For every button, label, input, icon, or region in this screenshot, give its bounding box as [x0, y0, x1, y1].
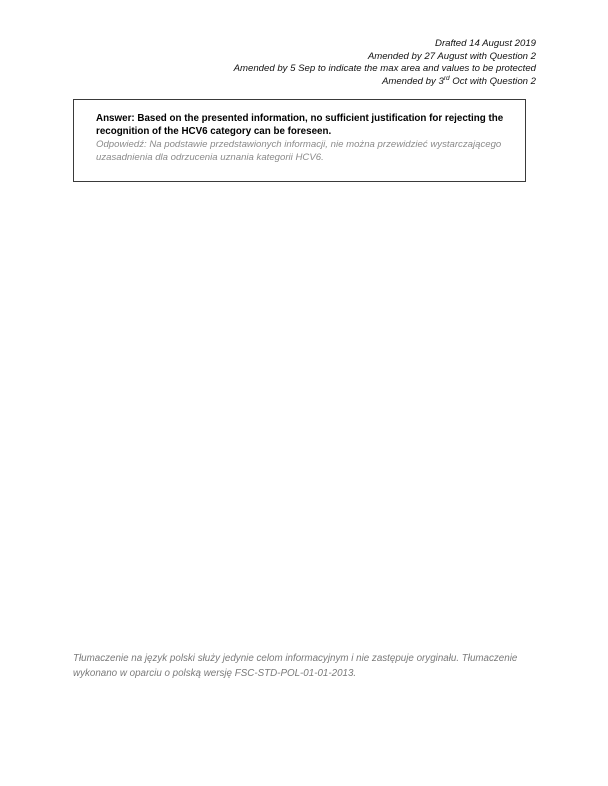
drafted-date: Drafted 14 August 2019 [435, 38, 536, 49]
amendment-3-ordinal: rd [443, 74, 450, 82]
answer-box [73, 99, 526, 182]
translation-disclaimer: Tłumaczenie na język polski służy jedynie celom informacyjnym i nie zastępuje oryginału. Tłumaczenie wykonano w oparciu o polską wersję FSC-STD-POL-01-01-2013. [73, 653, 518, 679]
amendment-3 [116, 76, 536, 89]
answer-polish: Odpowiedź: Na podstawie przedstawionych informacji, nie można przewidzieć wystarczającego uzasadnienia dla odrzucenia uznania kategorii HCV6. [96, 139, 502, 163]
amendment-1: Amended by 27 August with Question 2 [367, 50, 536, 62]
revision-history [116, 38, 536, 88]
amendment-3-prefix: Amended by 3 [381, 75, 444, 87]
amendment-3-suffix: Oct with Question 2 [449, 75, 536, 87]
answer-english: Answer: Based on the presented information, no sufficient justification for rejecting the recognition of the HCV6 category can be foreseen. [96, 113, 504, 137]
amendment-2: Amended by 5 Sep to indicate the max area and values to be protected [233, 63, 536, 75]
